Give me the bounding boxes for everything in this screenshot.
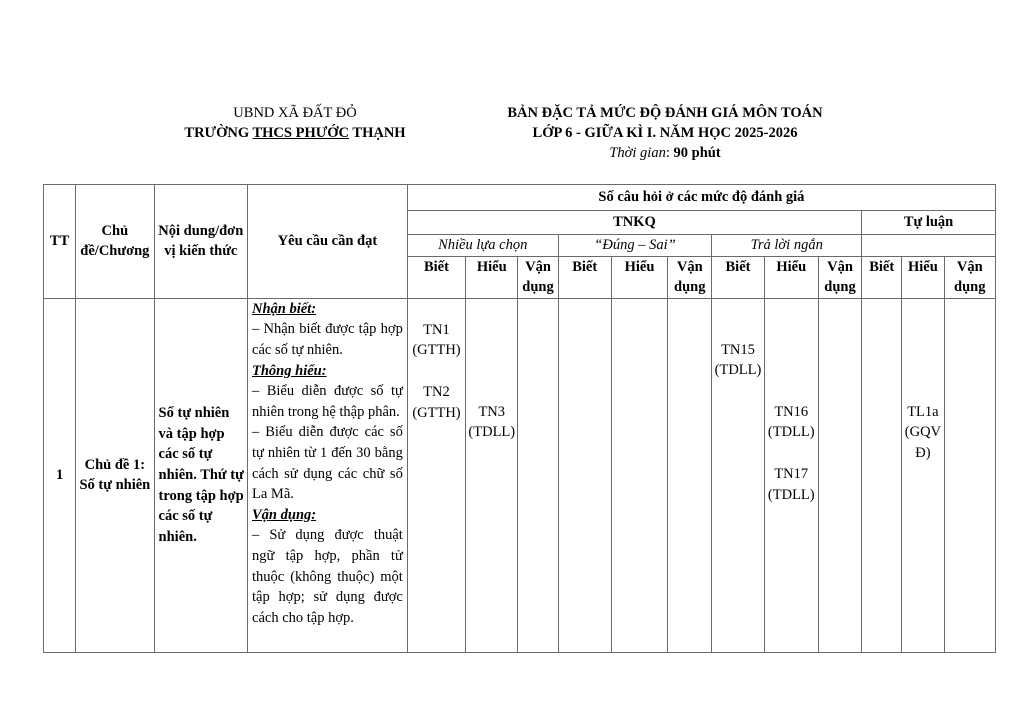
short-vandung-cell: [818, 298, 861, 652]
mc-biet-header: Biết: [407, 256, 465, 298]
tl-biet-cell: [862, 298, 902, 652]
mc-hieu-cell: [466, 298, 518, 652]
tnkq-header: TNKQ: [407, 211, 861, 235]
thong-hieu-item: – Biểu diễn được các số tự nhiên từ 1 đến 30 bằng cách sử dụng các chữ số La Mã.: [252, 424, 403, 503]
tf-vandung-cell: [668, 298, 712, 652]
row-topic: Chủ đề 1: Số tự nhiên: [76, 298, 154, 652]
van-dung-item: – Sử dụng được thuật ngữ tập hợp, phần tử thuộc (không thuộc) một tập hợp; sử dụng được cách cho tập hợp.: [252, 527, 403, 626]
tf-header: “Đúng – Sai”: [558, 235, 712, 257]
exam-time: Thời gian: 90 phút: [609, 145, 721, 161]
tn16-code: TN16: [774, 403, 809, 420]
tl-vandung-cell: [944, 298, 995, 652]
tl-vandung-header: Vận dụng: [944, 256, 995, 298]
nhan-biet-item: – Nhận biết được tập hợp các số tự nhiên.: [252, 321, 403, 358]
tl-hieu-cell: [902, 298, 944, 652]
authority-name: UBND XÃ ĐẤT ĐỎ: [233, 105, 357, 121]
col-requirement-header: Yêu cầu cần đạt: [248, 185, 408, 299]
tn3-code: TN3: [478, 403, 506, 420]
mc-biet-cell: [407, 298, 465, 652]
row-tt: 1: [44, 298, 76, 652]
mc-header: Nhiều lựa chọn: [407, 235, 558, 257]
levels-header: Số câu hỏi ở các mức độ đánh giá: [407, 185, 995, 211]
short-biet-header: Biết: [712, 256, 764, 298]
tf-vandung-header: Vận dụng: [668, 256, 712, 298]
tn15-skill: (TDLL): [714, 362, 762, 379]
tl1a-skill-cont: Đ): [915, 444, 931, 461]
short-hieu-header: Hiểu: [764, 256, 818, 298]
col-tt-header: TT: [44, 185, 76, 299]
tn17-skill: (TDLL): [767, 486, 815, 503]
tl1a-code: TL1a: [907, 403, 939, 420]
row-content: Số tự nhiên và tập hợp các số tự nhiên. Thứ tự trong tập hợp các số tự nhiên.: [154, 298, 247, 652]
short-header: Trả lời ngắn: [712, 235, 862, 257]
tf-hieu-header: Hiểu: [611, 256, 667, 298]
tf-biet-cell: [558, 298, 611, 652]
document-subtitle: LỚP 6 - GIỮA KÌ I. NĂM HỌC 2025-2026: [532, 125, 798, 141]
thong-hieu-label: Thông hiểu:: [252, 362, 327, 379]
tl-biet-header: Biết: [862, 256, 902, 298]
tn17-code: TN17: [774, 465, 809, 482]
tf-biet-header: Biết: [558, 256, 611, 298]
table-row: [44, 298, 996, 652]
mc-vandung-header: Vận dụng: [518, 256, 558, 298]
thong-hieu-item: – Biểu diễn được số tự nhiên trong hệ thập phân.: [252, 383, 403, 420]
specification-table: [43, 184, 996, 653]
tn16-skill: (TDLL): [767, 424, 815, 441]
mc-hieu-header: Hiểu: [466, 256, 518, 298]
school-name: TRƯỜNG THCS PHƯỚC THẠNH: [184, 125, 406, 141]
tn1-skill: (GTTH): [412, 342, 461, 359]
tl-hieu-header: Hiểu: [902, 256, 944, 298]
col-topic-header: Chủ đề/Chương: [76, 185, 154, 299]
tn2-skill: (GTTH): [412, 404, 461, 421]
tu-luan-header: Tự luận: [862, 211, 996, 235]
tn15-code: TN15: [721, 341, 755, 358]
short-biet-cell: [712, 298, 764, 652]
tn1-code: TN1: [423, 321, 450, 338]
short-vandung-header: Vận dụng: [818, 256, 861, 298]
tl1a-skill: (GQV: [904, 424, 942, 441]
short-hieu-cell: [764, 298, 818, 652]
tu-luan-sub-empty: [862, 235, 996, 257]
mc-vandung-cell: [518, 298, 558, 652]
van-dung-label: Vận dụng:: [252, 506, 317, 523]
tn2-code: TN2: [423, 383, 450, 400]
header-left: [160, 103, 430, 143]
row-requirement: [248, 298, 408, 652]
nhan-biet-label: Nhận biết:: [252, 300, 317, 317]
tf-hieu-cell: [611, 298, 667, 652]
tn3-skill: (TDLL): [468, 424, 516, 441]
document-title: BẢN ĐẶC TẢ MỨC ĐỘ ĐÁNH GIÁ MÔN TOÁN: [507, 105, 823, 121]
header-right: [455, 103, 875, 163]
col-content-header: Nội dung/đơn vị kiến thức: [154, 185, 247, 299]
